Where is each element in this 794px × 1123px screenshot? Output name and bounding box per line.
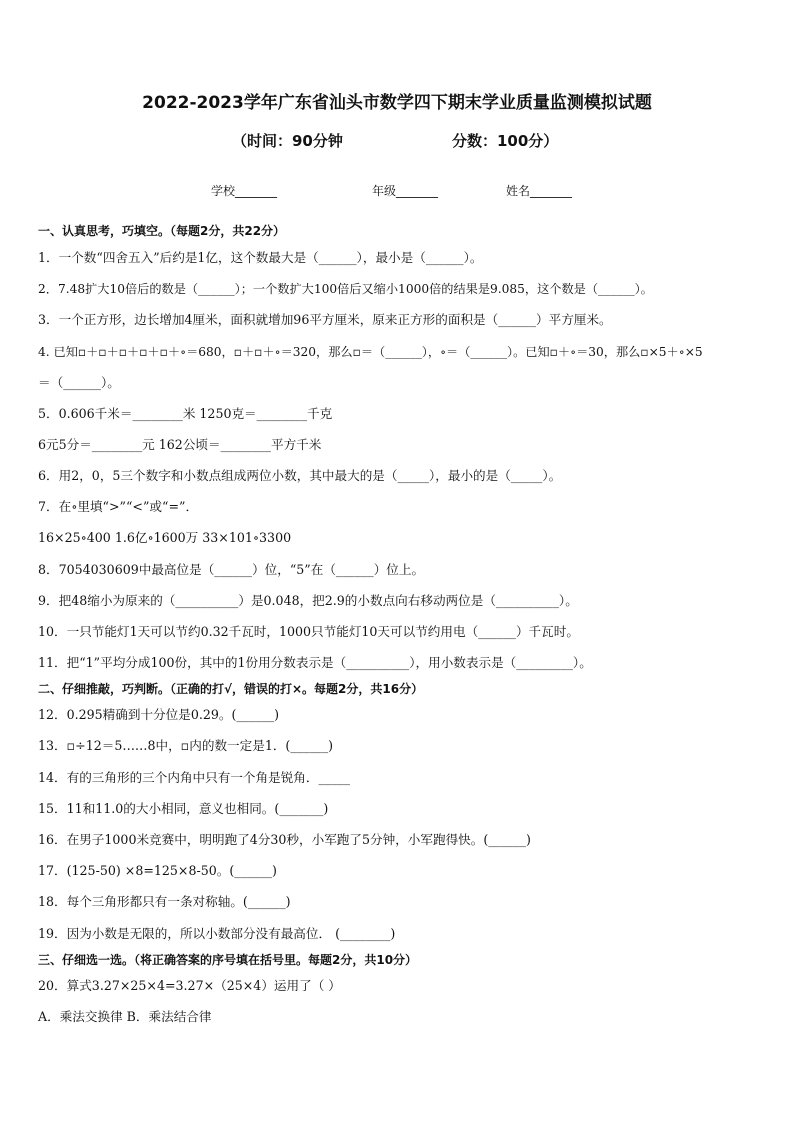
question-5-continued: 6元5分＝________元 162公顷＝________平方千米 xyxy=(38,437,322,452)
question-14: 14．有的三角形的三个内角中只有一个角是锐角．_____ xyxy=(38,770,350,785)
question-1: 1．一个数“四舍五入”后约是1亿，这个数最大是（______），最小是（______）。 xyxy=(38,250,483,265)
question-10: 10．一只节能灯1天可以节约0.32千瓦时，1000只节能灯10天可以节约用电（______）千瓦时。 xyxy=(38,624,579,639)
grade-field: 年级_______ xyxy=(372,184,439,198)
question-9: 9．把48缩小为原来的（__________）是0.048，把2.9的小数点向右移动两位是（__________）。 xyxy=(38,593,578,608)
question-15: 15．11和11.0的大小相同，意义也相同。(_______) xyxy=(38,801,329,816)
question-6: 6．用2，0，5三个数字和小数点组成两位小数，其中最大的是（_____），最小的是（_____）。 xyxy=(38,468,562,483)
question-18: 18．每个三角形都只有一条对称轴。(______) xyxy=(38,894,291,909)
question-13: 13．▫÷12＝5……8中，▫内的数一定是1．(______) xyxy=(38,738,334,753)
question-5: 5．0.606千米＝________米 1250克＝________千克 xyxy=(38,406,333,421)
question-8: 8．7054030609中最高位是（______）位，“5”在（______）位上。 xyxy=(38,562,425,577)
question-17: 17．(125-50) ×8=125×8-50。(______) xyxy=(38,863,277,878)
section-heading-2: 二、仔细推敲，巧判断。（正确的打√，错误的打×。每题2分，共16分） xyxy=(38,682,424,696)
school-field: 学校_______ xyxy=(211,184,278,198)
question-4: 4. 已知▫＋▫＋▫＋▫＋▫＋∘＝680，▫＋▫＋∘＝320，那么▫＝（______），∘＝（______）。已知▫＋∘＝30，那么▫×5＋∘×5 xyxy=(38,345,703,359)
exam-time: （时间：90分钟 xyxy=(232,132,343,150)
question-12: 12．0.295精确到十分位是0.29。(______) xyxy=(38,707,280,722)
page-title: 2022-2023学年广东省汕头市数学四下期末学业质量监测模拟试题 xyxy=(142,93,652,113)
question-3: 3．一个正方形，边长增加4厘米，面积就增加96平方厘米，原来正方形的面积是（______）平方厘米。 xyxy=(38,312,612,327)
section-heading-1: 一、认真思考，巧填空。（每题2分，共22分） xyxy=(38,224,286,238)
name-field: 姓名_______ xyxy=(506,184,573,198)
section-heading-3: 三、仔细选一选。（将正确答案的序号填在括号里。每题2分，共10分） xyxy=(38,953,418,967)
question-4-continued: ＝（______）。 xyxy=(38,375,120,390)
question-7-items: 16×25∘400 1.6亿∘1600万 33×101∘3300 xyxy=(38,530,292,545)
exam-score: 分数：100分） xyxy=(452,132,559,150)
question-2: 2．7.48扩大10倍后的数是（______）；一个数扩大100倍后又缩小1000倍的结果是9.085，这个数是（______）。 xyxy=(38,282,653,296)
question-7: 7．在∘里填“>”“<”或“=”． xyxy=(38,499,199,514)
question-16: 16．在男子1000米竞赛中，明明跑了4分30秒，小军跑了5分钟，小军跑得快。(______) xyxy=(38,832,531,847)
question-20-options: A．乘法交换律 B．乘法结合律 xyxy=(38,1009,212,1024)
question-20: 20．算式3.27×25×4=3.27×（25×4）运用了（ ） xyxy=(38,978,341,993)
question-19: 19．因为小数是无限的，所以小数部分没有最高位． (________) xyxy=(38,926,396,941)
question-11: 11．把“1”平均分成100份，其中的1份用分数表示是（__________），用小数表示是（_________）。 xyxy=(38,655,592,670)
